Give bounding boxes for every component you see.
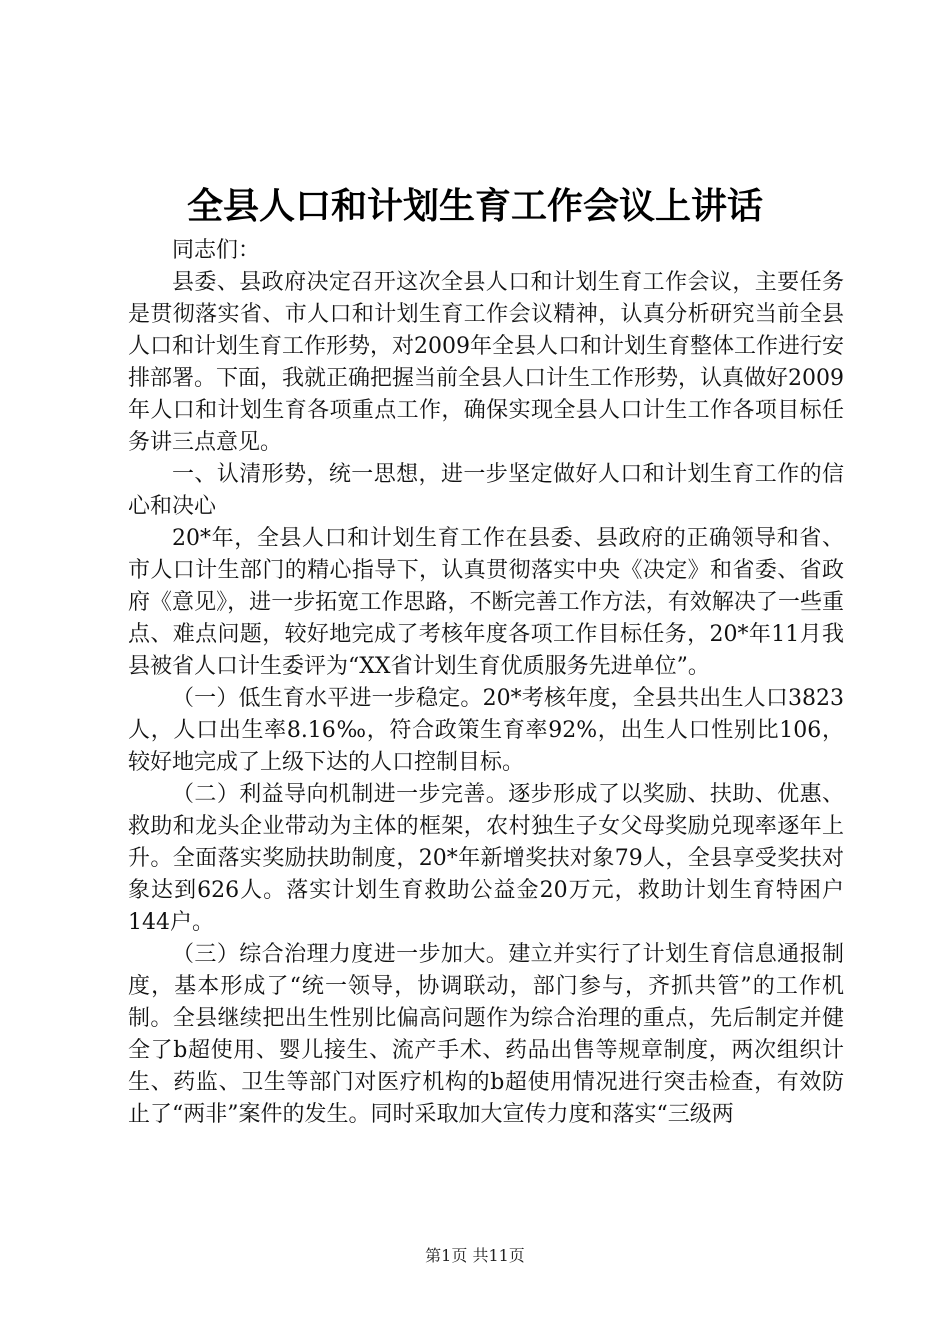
body-paragraph: （三）综合治理力度进一步加大。建立并实行了计划生育信息通报制度，基本形成了“统一领导，协调联动，部门参与，齐抓共管”的工作机制。全县继续把出生性别比偏高问题作为综合治理的重点，先后制定并健全了b超使用、婴儿接生、流产手术、药品出售等规章制度，两次组织计生、药监、卫生等部门对医疗机构的b超使用情况进行突击检查，有效防止了“两非”案件的发生。同时采取加大宣传力度和落实“三级两 bbox=[128, 942, 844, 1127]
body-paragraph: （一）低生育水平进一步稳定。20*考核年度，全县共出生人口3823人，人口出生率8.16‰，符合政策生育率92%，出生人口性别比106，较好地完成了上级下达的人口控制目标。 bbox=[128, 686, 844, 775]
body-paragraph: （二）利益导向机制进一步完善。逐步形成了以奖励、扶助、优惠、救助和龙头企业带动为主体的框架，农村独生子女父母奖励兑现率逐年上升。全面落实奖励扶助制度，20*年新增奖扶对象79人，全县享受奖扶对象达到626人。落实计划生育救助公益金20万元，救助计划生育特困户144户。 bbox=[128, 782, 844, 935]
document-body bbox=[128, 235, 844, 1131]
page-number: 第1页 共11页 bbox=[425, 1246, 525, 1265]
intro-paragraph: 县委、县政府决定召开这次全县人口和计划生育工作会议，主要任务是贯彻落实省、市人口和计划生育工作会议精神，认真分析研究当前全县人口和计划生育工作形势，对2009年全县人口和计划生育整体工作进行安排部署。下面，我就正确把握当前全县人口计生工作形势，认真做好2009年人口和计划生育各项重点工作，确保实现全县人口计生工作各项目标任务讲三点意见。 bbox=[128, 270, 844, 455]
salutation: 同志们： bbox=[172, 238, 261, 263]
body-paragraph: 20*年，全县人口和计划生育工作在县委、县政府的正确领导和省、市人口计生部门的精心指导下，认真贯彻落实中央《决定》和省委、省政府《意见》，进一步拓宽工作思路，不断完善工作方法，有效解决了一些重点、难点问题，较好地完成了考核年度各项工作目标任务，20*年11月我县被省人口计生委评为“XX省计划生育优质服务先进单位”。 bbox=[128, 526, 844, 679]
section-heading-1: 一、认清形势，统一思想，进一步坚定做好人口和计划生育工作的信心和决心 bbox=[128, 462, 844, 519]
document-title: 全县人口和计划生育工作会议上讲话 bbox=[186, 185, 763, 227]
